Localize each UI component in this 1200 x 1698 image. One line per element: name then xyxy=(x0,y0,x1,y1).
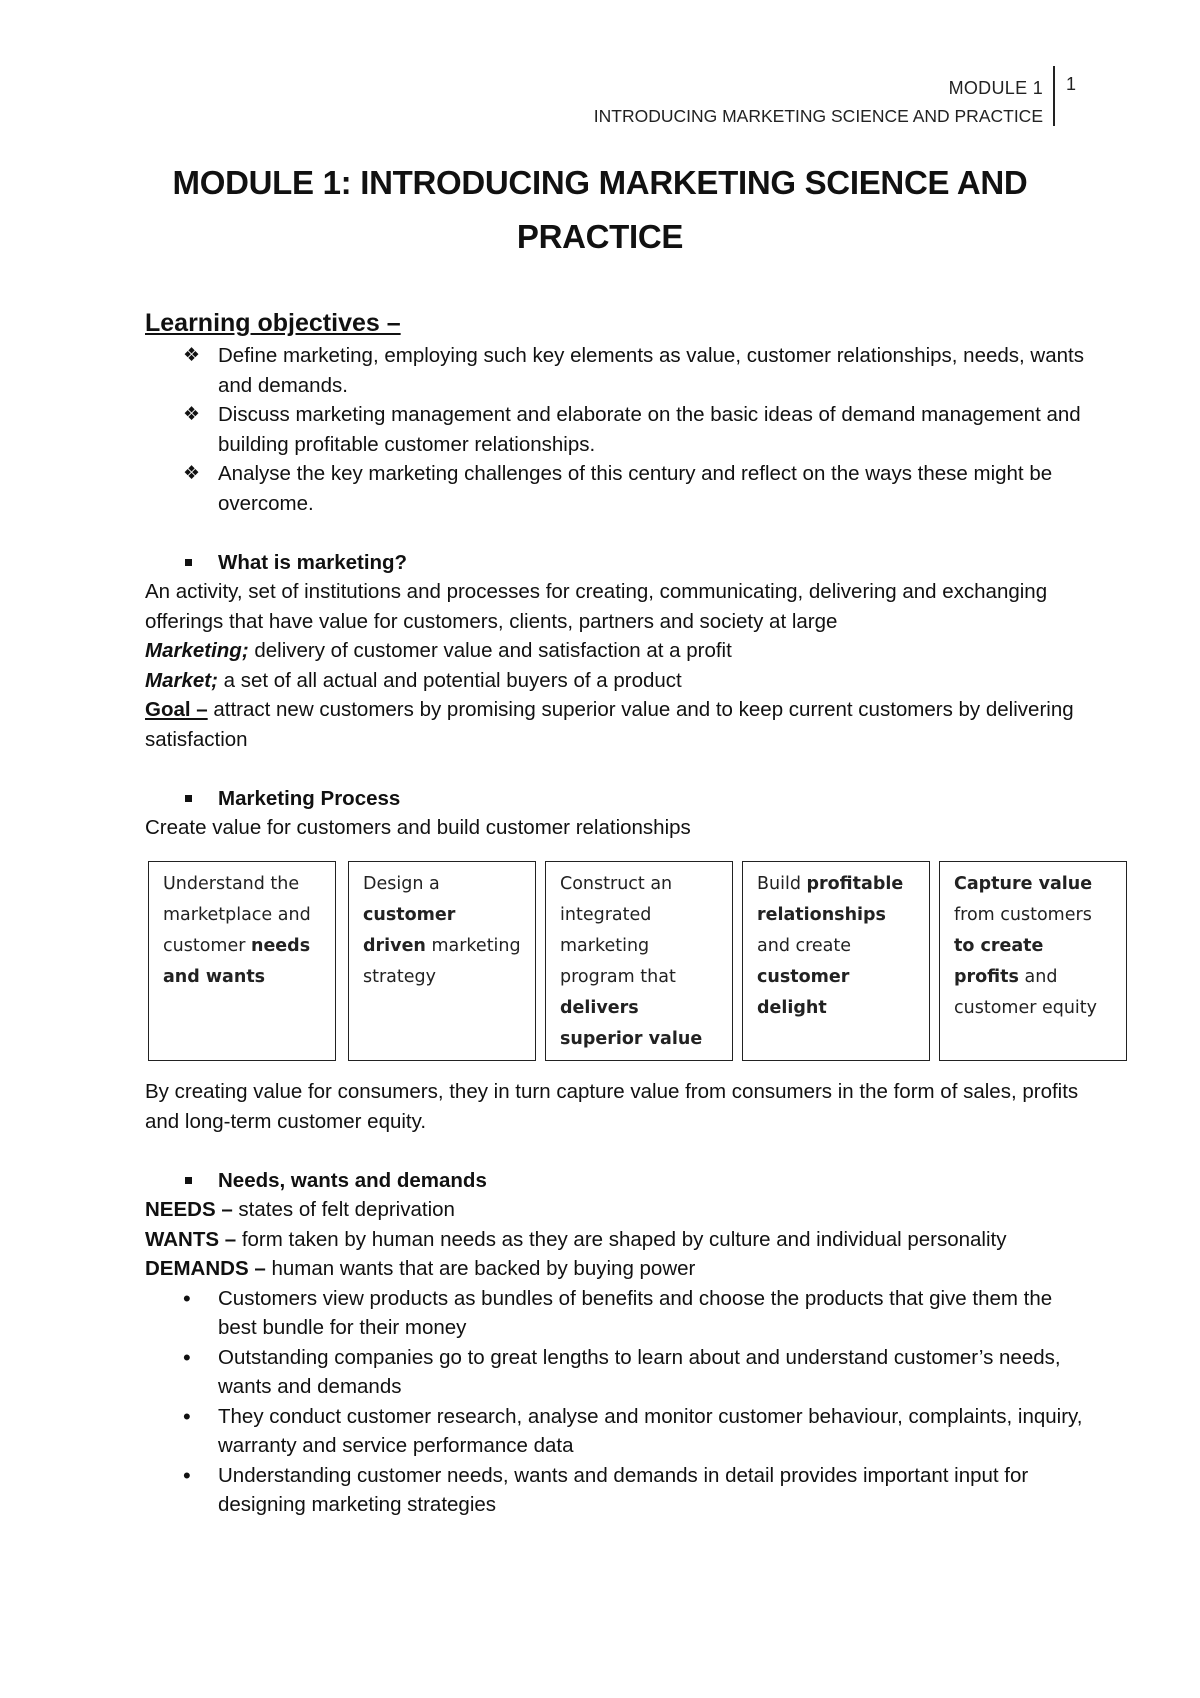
list-item: • Understanding customer needs, wants and demands in detail provides important input for designing marketing strategies xyxy=(183,1462,1029,1516)
needs-line: NEEDS – states of felt deprivation xyxy=(145,1198,455,1221)
marketing-term-line: Marketing; delivery of customer value and satisfaction at a profit xyxy=(145,639,732,662)
page-number: 1 xyxy=(1066,74,1077,94)
needs-bullet-list xyxy=(145,1284,1085,1520)
goal-term: Goal – xyxy=(145,698,208,721)
list-item xyxy=(145,400,1085,459)
diamond-bullet-icon: ❖ xyxy=(183,404,201,425)
header-divider xyxy=(1053,66,1055,126)
square-bullet-icon xyxy=(185,559,192,566)
list-item: • They conduct customer research, analyse and monitor customer behaviour, complaints, inquiry, warranty and service performance data xyxy=(183,1403,1083,1457)
objective-text: Define marketing, employing such key elements as value, customer relationships, needs, wants and demands. xyxy=(218,344,1084,397)
page-title xyxy=(120,156,1080,264)
process-step-4: Build profitable relationships and create customer delight xyxy=(742,861,930,1061)
square-bullet-icon xyxy=(185,795,192,802)
wants-term: WANTS – xyxy=(145,1227,237,1251)
process-intro: Create value for customers and build customer relationships xyxy=(145,816,691,839)
section-needs-wants-demands xyxy=(145,1166,1085,1196)
process-step-1: Understand the marketplace and customer needs and wants xyxy=(148,861,336,1061)
page-title-line-2: PRACTICE xyxy=(516,218,684,255)
process-step-2: Design a customer driven marketing strategy xyxy=(348,861,536,1061)
diamond-bullet-icon: ❖ xyxy=(183,345,201,366)
main-content xyxy=(145,305,1085,843)
section-what-is-marketing xyxy=(145,548,1085,578)
marketing-term: Marketing; xyxy=(145,639,249,662)
running-header-subtitle: INTRODUCING MARKETING SCIENCE AND PRACTICE xyxy=(593,106,1043,126)
learning-objectives-heading: Learning objectives – xyxy=(145,309,401,337)
objective-text: Discuss marketing management and elaborate on the basic ideas of demand management and building profitable customer relationships. xyxy=(218,403,1081,456)
objective-text: Analyse the key marketing challenges of this century and reflect on the ways these might be overcome. xyxy=(218,462,1053,515)
list-item xyxy=(145,341,1085,400)
dot-bullet-icon: • xyxy=(183,1462,191,1488)
section-heading: What is marketing? xyxy=(145,548,1085,578)
goal-line: Goal – attract new customers by promising superior value and to keep current customers by delivering satisfaction xyxy=(145,698,1074,751)
running-header xyxy=(594,74,1043,130)
running-header-module: MODULE 1 xyxy=(948,78,1043,98)
section-marketing-process xyxy=(145,784,1085,814)
dot-bullet-icon: • xyxy=(183,1285,191,1311)
list-item xyxy=(145,459,1085,518)
dot-bullet-icon: • xyxy=(183,1403,191,1429)
process-summary: By creating value for consumers, they in turn capture value from consumers in the form of sales, profits and long-term customer equity. xyxy=(145,1080,1079,1133)
page-title-line-1: MODULE 1: INTRODUCING MARKETING SCIENCE AND xyxy=(172,164,1028,201)
demands-term: DEMANDS – xyxy=(145,1257,266,1280)
process-step-5: Capture value from customers to create profits and customer equity xyxy=(939,861,1127,1061)
dot-bullet-icon: • xyxy=(183,1344,191,1370)
list-item: • Outstanding companies go to great lengths to learn about and understand customer’s needs, wants and demands xyxy=(183,1344,1061,1398)
needs-term: NEEDS – xyxy=(145,1198,233,1221)
wants-line: WANTS – form taken by human needs as they are shaped by culture and individual personality xyxy=(145,1227,1007,1251)
marketing-process-diagram xyxy=(148,861,1132,1063)
marketing-definition: An activity, set of institutions and processes for creating, communicating, delivering and exchanging offerings that have value for customers, clients, partners and society at large xyxy=(145,580,1048,633)
learning-objectives-list xyxy=(145,341,1085,518)
process-step-3: Construct an integrated marketing program that delivers superior value xyxy=(545,861,733,1061)
diamond-bullet-icon: ❖ xyxy=(183,463,201,484)
market-term-line: Market; a set of all actual and potential buyers of a product xyxy=(145,668,682,692)
section-heading: Needs, wants and demands xyxy=(145,1166,1085,1196)
lower-content xyxy=(145,1077,1085,1520)
square-bullet-icon xyxy=(185,1177,192,1184)
list-item: • Customers view products as bundles of benefits and choose the products that give them the best bundle for their money xyxy=(183,1285,1053,1339)
section-heading: Marketing Process xyxy=(145,784,1085,814)
demands-line: DEMANDS – human wants that are backed by buying power xyxy=(145,1257,696,1280)
market-term: Market; xyxy=(145,668,218,692)
